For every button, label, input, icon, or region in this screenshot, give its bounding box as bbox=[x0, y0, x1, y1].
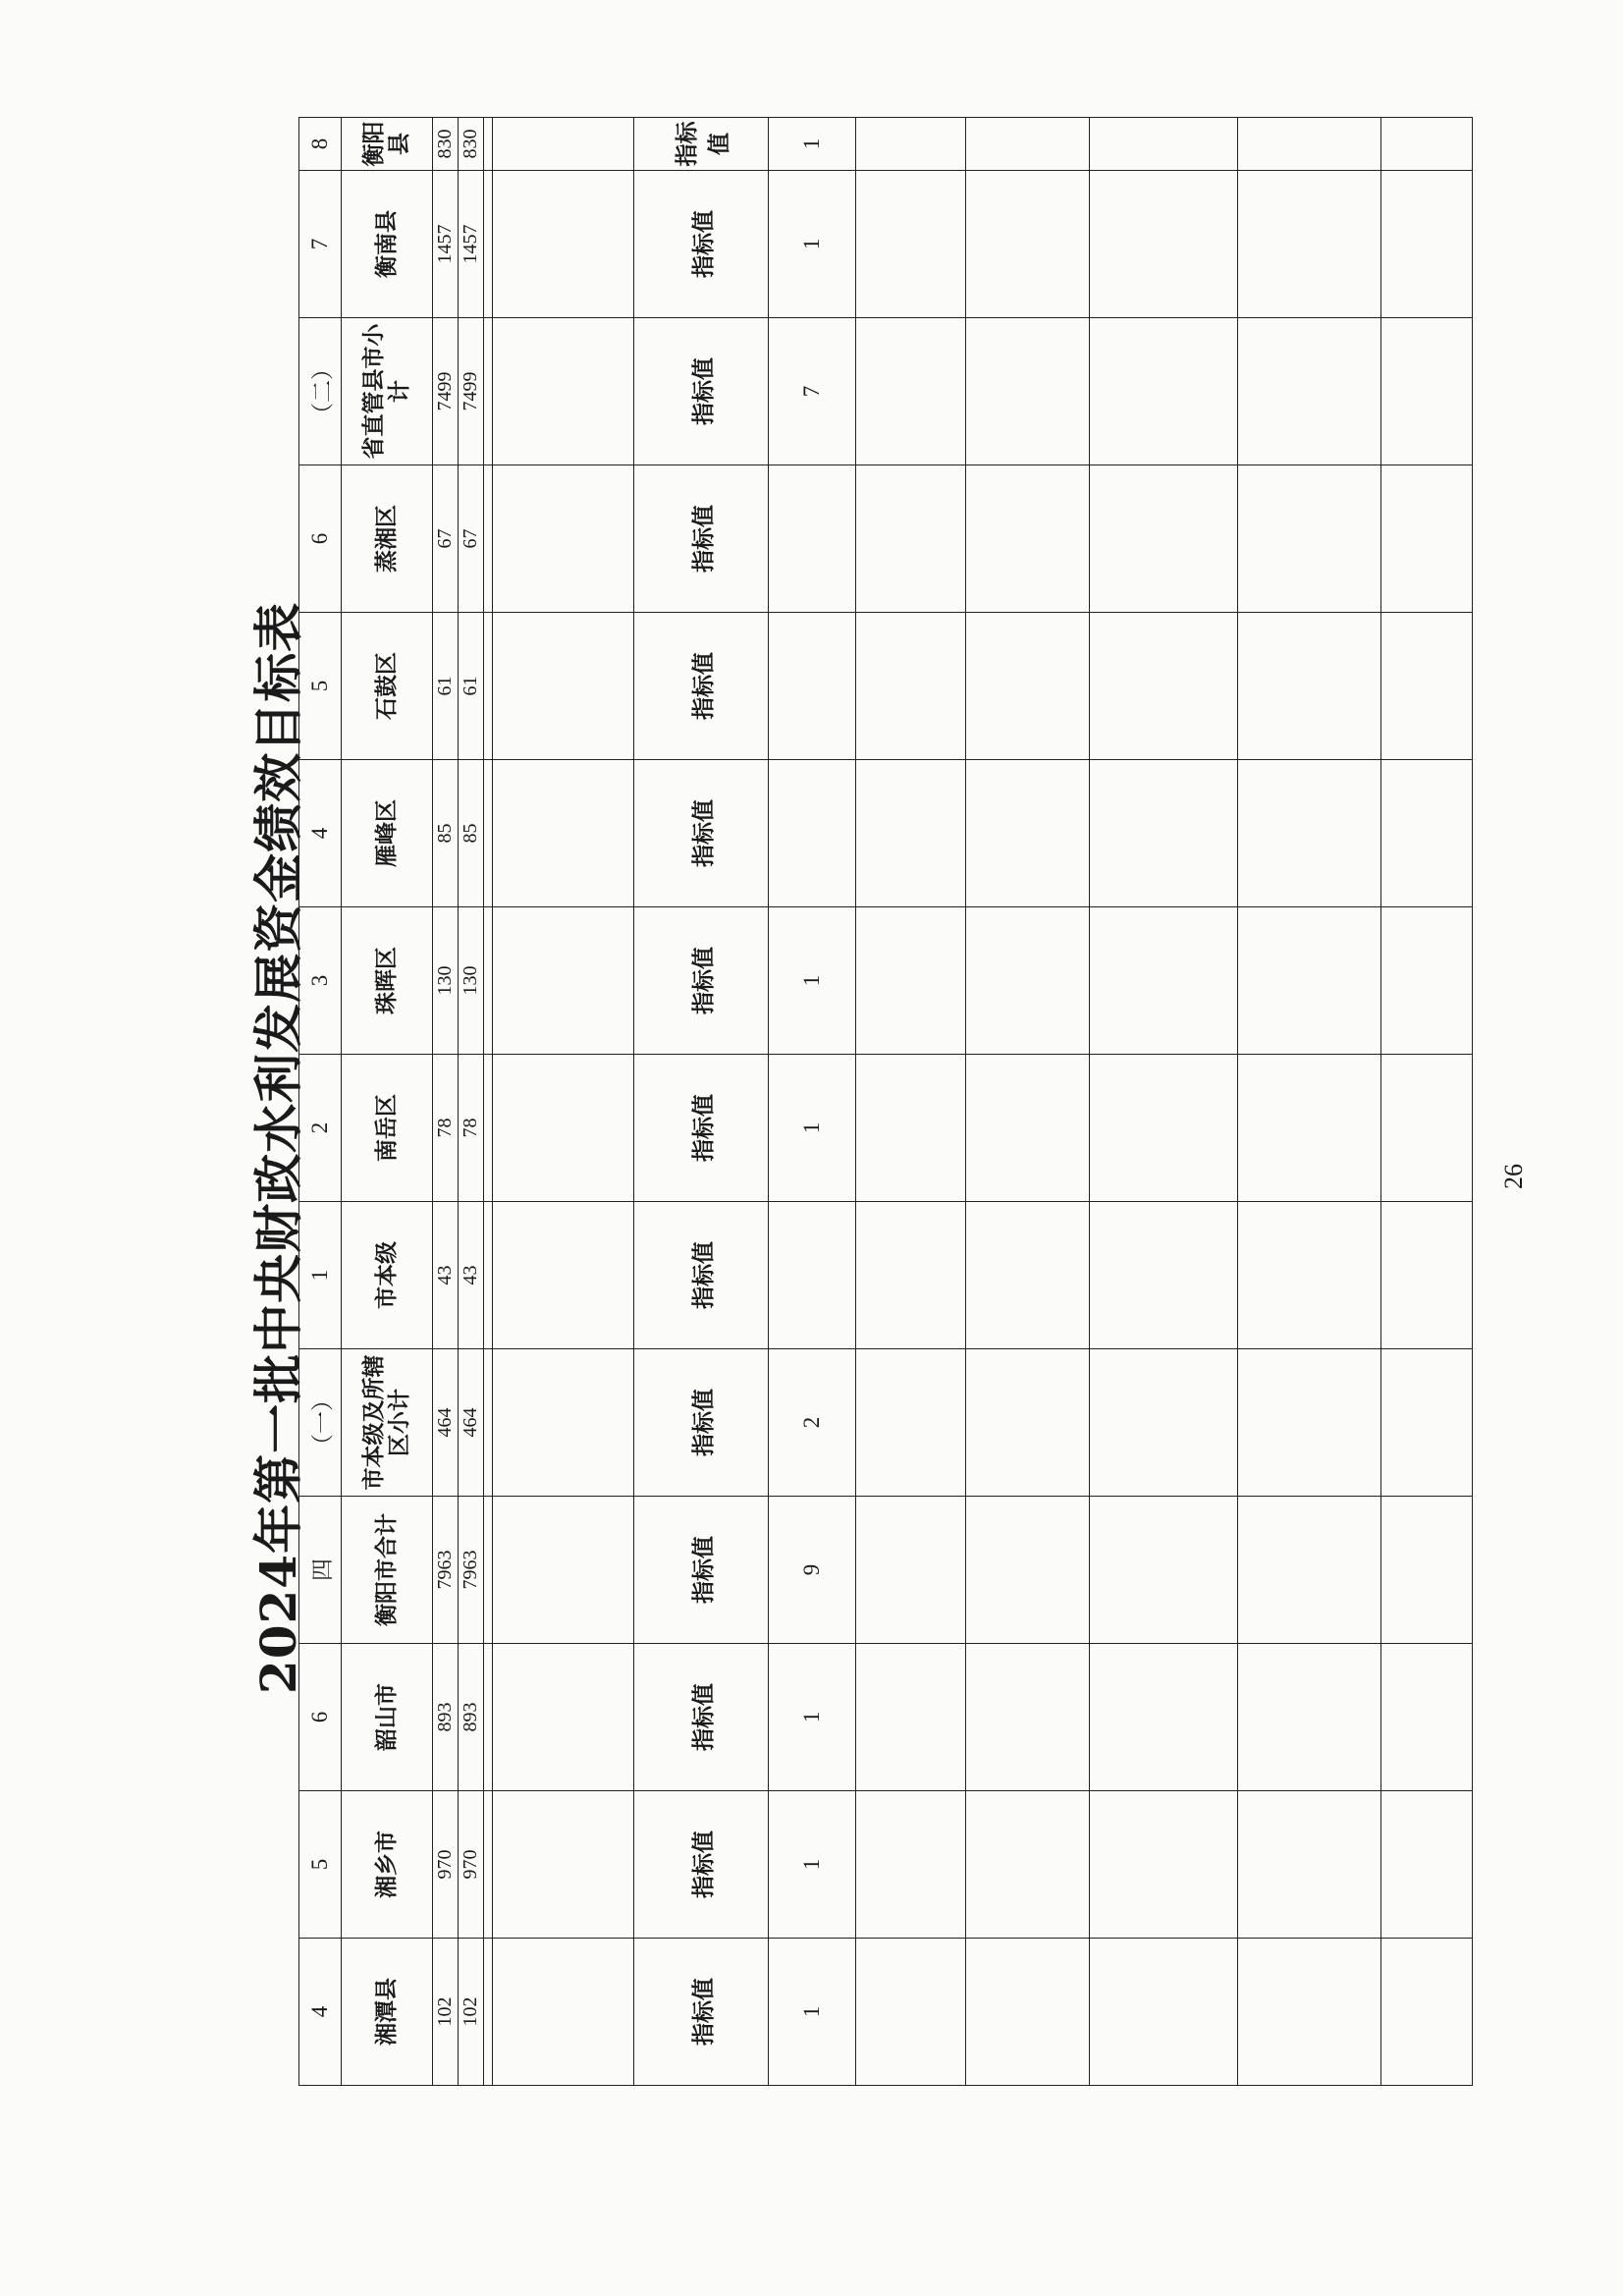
table-cell bbox=[484, 613, 493, 760]
region-name-row bbox=[342, 118, 433, 2086]
table-cell bbox=[1090, 1644, 1238, 1791]
table-cell bbox=[966, 1644, 1090, 1791]
table-cell bbox=[493, 1202, 634, 1349]
spacer-row bbox=[484, 118, 493, 2086]
table-cell: 1 bbox=[769, 907, 856, 1055]
table-cell bbox=[769, 465, 856, 613]
table-cell: 67 bbox=[433, 465, 459, 613]
table-cell: 指标值 bbox=[634, 1497, 769, 1644]
table-cell bbox=[484, 1644, 493, 1791]
table-cell: 67 bbox=[459, 465, 484, 613]
table-cell: 珠晖区 bbox=[342, 907, 433, 1055]
table-cell: 7 bbox=[299, 171, 342, 318]
table-cell: 7963 bbox=[433, 1497, 459, 1644]
table-cell bbox=[484, 1791, 493, 1939]
table-cell bbox=[1381, 1939, 1473, 2086]
table-cell: 指标值 bbox=[634, 907, 769, 1055]
table-cell bbox=[484, 1349, 493, 1497]
table-cell: 830 bbox=[433, 118, 459, 171]
table-cell: 指标值 bbox=[634, 1349, 769, 1497]
table-cell: 1 bbox=[769, 1644, 856, 1791]
table-cell: 韶山市 bbox=[342, 1644, 433, 1791]
table-cell bbox=[1238, 907, 1381, 1055]
table-cell bbox=[1238, 171, 1381, 318]
table-cell: 830 bbox=[459, 118, 484, 171]
table-cell bbox=[856, 613, 966, 760]
table-cell bbox=[1238, 760, 1381, 907]
table-cell bbox=[1381, 318, 1473, 465]
table-cell bbox=[856, 1202, 966, 1349]
table-cell: 970 bbox=[459, 1791, 484, 1939]
table-cell bbox=[1090, 171, 1238, 318]
table-cell bbox=[493, 1349, 634, 1497]
table-cell bbox=[1381, 1497, 1473, 1644]
table-cell bbox=[1238, 613, 1381, 760]
table-cell bbox=[966, 1939, 1090, 2086]
table-cell: 衡阳县 bbox=[342, 118, 433, 171]
table-cell bbox=[966, 907, 1090, 1055]
table-cell: 衡阳市合计 bbox=[342, 1497, 433, 1644]
table-cell bbox=[493, 171, 634, 318]
table-cell bbox=[856, 465, 966, 613]
table-cell bbox=[1090, 1939, 1238, 2086]
table-cell bbox=[1381, 1055, 1473, 1202]
table-cell: 130 bbox=[459, 907, 484, 1055]
table-cell: 湘潭县 bbox=[342, 1939, 433, 2086]
table-cell bbox=[966, 465, 1090, 613]
table-cell: 指标值 bbox=[634, 1055, 769, 1202]
indicator-type-row bbox=[634, 118, 769, 2086]
table-cell: 1 bbox=[769, 171, 856, 318]
empty-row bbox=[856, 118, 966, 2086]
table-cell bbox=[1381, 465, 1473, 613]
table-cell bbox=[493, 318, 634, 465]
table-cell: 指标值 bbox=[634, 465, 769, 613]
table-cell bbox=[493, 465, 634, 613]
table-cell bbox=[966, 613, 1090, 760]
table-cell bbox=[1381, 1349, 1473, 1497]
table-cell bbox=[484, 1939, 493, 2086]
table-cell bbox=[856, 1055, 966, 1202]
table-cell: 指标值 bbox=[634, 1791, 769, 1939]
empty-row bbox=[966, 118, 1090, 2086]
amount-row bbox=[459, 118, 484, 2086]
table-cell bbox=[856, 1349, 966, 1497]
table-cell bbox=[856, 318, 966, 465]
table-cell: 7499 bbox=[433, 318, 459, 465]
table-cell: 4 bbox=[299, 760, 342, 907]
table-cell bbox=[1238, 1055, 1381, 1202]
table-cell: 7 bbox=[769, 318, 856, 465]
page-number: 26 bbox=[1499, 1164, 1528, 1189]
table-cell: 1457 bbox=[459, 171, 484, 318]
table-cell bbox=[493, 613, 634, 760]
table-cell bbox=[1238, 1791, 1381, 1939]
table-cell: 市本级 bbox=[342, 1202, 433, 1349]
table-cell: 湘乡市 bbox=[342, 1791, 433, 1939]
table-cell: 1 bbox=[299, 1202, 342, 1349]
table-cell bbox=[484, 318, 493, 465]
table-cell: 78 bbox=[433, 1055, 459, 1202]
table-cell: 蒸湘区 bbox=[342, 465, 433, 613]
table-cell bbox=[493, 118, 634, 171]
table-cell bbox=[1238, 1497, 1381, 1644]
table-cell: 石鼓区 bbox=[342, 613, 433, 760]
table-cell bbox=[856, 171, 966, 318]
table-cell bbox=[484, 907, 493, 1055]
table-cell: 南岳区 bbox=[342, 1055, 433, 1202]
empty-row bbox=[1238, 118, 1381, 2086]
indicator-value-row bbox=[769, 118, 856, 2086]
table-cell bbox=[493, 1497, 634, 1644]
table-cell: 衡南县 bbox=[342, 171, 433, 318]
table-cell bbox=[1381, 907, 1473, 1055]
table-cell bbox=[856, 907, 966, 1055]
index-row bbox=[299, 118, 342, 2086]
table-cell bbox=[493, 1644, 634, 1791]
table-cell: 1 bbox=[769, 1791, 856, 1939]
performance-target-table bbox=[298, 117, 1473, 2086]
table-cell bbox=[769, 613, 856, 760]
table-cell: 893 bbox=[459, 1644, 484, 1791]
table-cell bbox=[856, 1497, 966, 1644]
table-cell bbox=[1238, 118, 1381, 171]
table-cell bbox=[1090, 1349, 1238, 1497]
table-cell bbox=[1238, 318, 1381, 465]
table-cell: 2 bbox=[769, 1349, 856, 1497]
table-cell: 1457 bbox=[433, 171, 459, 318]
table-cell bbox=[769, 1202, 856, 1349]
table-cell: 85 bbox=[459, 760, 484, 907]
table-cell: 5 bbox=[299, 613, 342, 760]
table-cell: 970 bbox=[433, 1791, 459, 1939]
table-cell: 1 bbox=[769, 1055, 856, 1202]
table-cell: 7499 bbox=[459, 318, 484, 465]
table-cell bbox=[1090, 118, 1238, 171]
table-cell bbox=[484, 1202, 493, 1349]
table-cell: 9 bbox=[769, 1497, 856, 1644]
table-cell bbox=[1238, 1939, 1381, 2086]
table-cell bbox=[484, 171, 493, 318]
table-cell bbox=[966, 171, 1090, 318]
table-cell: 四 bbox=[299, 1497, 342, 1644]
table-cell: 102 bbox=[459, 1939, 484, 2086]
table-cell bbox=[856, 1939, 966, 2086]
table-cell: 指标值 bbox=[634, 613, 769, 760]
table-cell bbox=[1090, 1055, 1238, 1202]
table-cell bbox=[856, 1791, 966, 1939]
table-cell: 1 bbox=[769, 118, 856, 171]
table-cell bbox=[856, 118, 966, 171]
table-cell bbox=[966, 760, 1090, 907]
table-cell bbox=[966, 1202, 1090, 1349]
table-cell: 指标值 bbox=[634, 1202, 769, 1349]
table-cell: 3 bbox=[299, 907, 342, 1055]
table-cell bbox=[484, 1055, 493, 1202]
table-cell bbox=[1238, 1644, 1381, 1791]
empty-row bbox=[1381, 118, 1473, 2086]
empty-row bbox=[1090, 118, 1238, 2086]
table-cell bbox=[1381, 613, 1473, 760]
table-cell: 43 bbox=[433, 1202, 459, 1349]
table-cell: 1 bbox=[769, 1939, 856, 2086]
table-cell: 464 bbox=[433, 1349, 459, 1497]
page-title: 2024年第一批中央财政水利发展资金绩效目标表 bbox=[249, 601, 307, 1695]
table-cell: 指标值 bbox=[634, 1644, 769, 1791]
table-cell: 464 bbox=[459, 1349, 484, 1497]
table-cell: （一） bbox=[299, 1349, 342, 1497]
table-cell bbox=[1090, 613, 1238, 760]
table-cell bbox=[1381, 1644, 1473, 1791]
table-cell: 指标值 bbox=[634, 118, 769, 171]
table-cell: 市本级及所辖区小计 bbox=[342, 1349, 433, 1497]
table-cell: 省直管县市小计 bbox=[342, 318, 433, 465]
table-cell bbox=[966, 1349, 1090, 1497]
table-cell bbox=[966, 1055, 1090, 1202]
table-cell: （二） bbox=[299, 318, 342, 465]
table-cell bbox=[856, 1644, 966, 1791]
table-cell bbox=[856, 760, 966, 907]
table-cell: 指标值 bbox=[634, 760, 769, 907]
table-cell bbox=[1238, 1349, 1381, 1497]
table-cell: 指标值 bbox=[634, 1939, 769, 2086]
table-cell bbox=[1238, 465, 1381, 613]
table-cell bbox=[1090, 318, 1238, 465]
table-cell: 893 bbox=[433, 1644, 459, 1791]
table-cell bbox=[493, 1055, 634, 1202]
table-cell bbox=[1090, 1497, 1238, 1644]
table-cell bbox=[966, 1497, 1090, 1644]
table-cell bbox=[1238, 1202, 1381, 1349]
table-cell bbox=[1381, 760, 1473, 907]
table-container bbox=[298, 118, 1378, 2086]
table-cell bbox=[484, 118, 493, 171]
empty-row bbox=[493, 118, 634, 2086]
table-cell: 2 bbox=[299, 1055, 342, 1202]
table-cell: 6 bbox=[299, 465, 342, 613]
table-cell bbox=[966, 118, 1090, 171]
table-cell: 102 bbox=[433, 1939, 459, 2086]
table-cell bbox=[1090, 1202, 1238, 1349]
amount-row bbox=[433, 118, 459, 2086]
table-cell: 61 bbox=[459, 613, 484, 760]
table-cell bbox=[484, 465, 493, 613]
table-cell: 指标值 bbox=[634, 318, 769, 465]
table-cell: 5 bbox=[299, 1791, 342, 1939]
table-cell bbox=[1381, 171, 1473, 318]
table-cell: 130 bbox=[433, 907, 459, 1055]
table-cell bbox=[1090, 907, 1238, 1055]
table-cell bbox=[1090, 760, 1238, 907]
table-cell bbox=[484, 1497, 493, 1644]
table-cell: 61 bbox=[433, 613, 459, 760]
table-cell bbox=[493, 1939, 634, 2086]
table-cell bbox=[1381, 1202, 1473, 1349]
table-cell bbox=[966, 1791, 1090, 1939]
table-cell bbox=[966, 318, 1090, 465]
table-cell bbox=[493, 1791, 634, 1939]
table-cell: 78 bbox=[459, 1055, 484, 1202]
table-cell bbox=[769, 760, 856, 907]
table-cell: 43 bbox=[459, 1202, 484, 1349]
table-cell bbox=[493, 760, 634, 907]
table-cell: 4 bbox=[299, 1939, 342, 2086]
table-cell bbox=[493, 907, 634, 1055]
table-cell: 7963 bbox=[459, 1497, 484, 1644]
table-cell bbox=[1090, 465, 1238, 613]
table-cell: 指标值 bbox=[634, 171, 769, 318]
table-cell bbox=[1381, 118, 1473, 171]
table-cell bbox=[1090, 1791, 1238, 1939]
table-cell: 85 bbox=[433, 760, 459, 907]
table-cell: 雁峰区 bbox=[342, 760, 433, 907]
table-cell: 6 bbox=[299, 1644, 342, 1791]
table-cell: 8 bbox=[299, 118, 342, 171]
table-cell bbox=[484, 760, 493, 907]
table-cell bbox=[1381, 1791, 1473, 1939]
